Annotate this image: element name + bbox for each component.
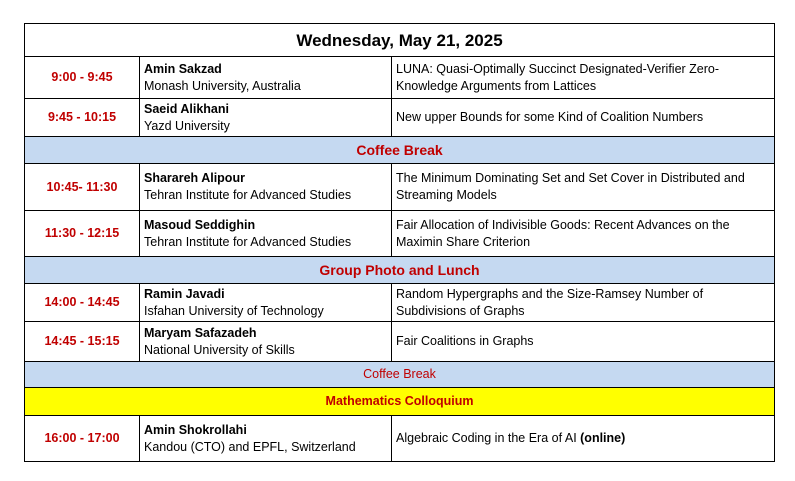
talk-time: 9:00 - 9:45 <box>25 57 140 99</box>
talk-topic: New upper Bounds for some Kind of Coalition Numbers <box>392 99 775 137</box>
speaker-cell <box>140 322 392 362</box>
talk-row <box>25 99 775 137</box>
talk-time: 11:30 - 12:15 <box>25 211 140 257</box>
talk-topic: Algebraic Coding in the Era of AI <box>396 431 581 445</box>
speaker-cell <box>140 284 392 322</box>
talk-topic: Random Hypergraphs and the Size-Ramsey Number of Subdivisions of Graphs <box>392 284 775 322</box>
speaker-cell <box>140 57 392 99</box>
speaker-name: Amin Sakzad <box>144 61 222 76</box>
talk-topic: Fair Allocation of Indivisible Goods: Recent Advances on the Maximin Share Criterion <box>392 211 775 257</box>
speaker-name: Sharareh Alipour <box>144 171 245 185</box>
speaker-name: Maryam Safazadeh <box>144 325 257 340</box>
talk-topic: The Minimum Dominating Set and Set Cover in Distributed and Streaming Models <box>392 164 775 211</box>
lunch-row <box>25 257 775 284</box>
talk-topic-cell <box>392 416 775 462</box>
day-title: Wednesday, May 21, 2025 <box>25 24 775 57</box>
talk-time: 14:00 - 14:45 <box>25 284 140 322</box>
schedule-table <box>24 23 775 462</box>
colloquium-label: Mathematics Colloquium <box>25 388 775 416</box>
talk-topic: Fair Coalitions in Graphs <box>392 322 775 362</box>
speaker-name: Ramin Javadi <box>144 286 225 301</box>
talk-row <box>25 164 775 211</box>
speaker-name: Saeid Alikhani <box>144 101 229 116</box>
talk-topic: LUNA: Quasi-Optimally Succinct Designated-Verifier Zero-Knowledge Arguments from Lattices <box>392 57 775 99</box>
speaker-cell <box>140 99 392 137</box>
talk-time: 14:45 - 15:15 <box>25 322 140 362</box>
speaker-name: Amin Shokrollahi <box>144 422 247 437</box>
speaker-cell <box>140 164 392 211</box>
colloquium-row <box>25 388 775 416</box>
talk-time: 9:45 - 10:15 <box>25 99 140 137</box>
talk-row <box>25 211 775 257</box>
talk-row <box>25 57 775 99</box>
talk-row <box>25 322 775 362</box>
speaker-affiliation: Kandou (CTO) and EPFL, Switzerland <box>144 439 356 454</box>
speaker-cell <box>140 416 392 462</box>
coffee-break-label: Coffee Break <box>25 362 775 388</box>
speaker-affiliation: Tehran Institute for Advanced Studies <box>144 188 352 202</box>
talk-time: 10:45- 11:30 <box>25 164 140 211</box>
title-row <box>25 24 775 57</box>
speaker-affiliation: National University of Skills <box>144 342 295 357</box>
coffee-break-label: Coffee Break <box>25 137 775 164</box>
speaker-affiliation: Tehran Institute for Advanced Studies <box>144 234 352 249</box>
online-note: (online) <box>580 431 626 445</box>
talk-row <box>25 284 775 322</box>
speaker-affiliation: Yazd University <box>144 118 230 133</box>
coffee-break-row <box>25 362 775 388</box>
speaker-name: Masoud Seddighin <box>144 217 256 232</box>
lunch-label: Group Photo and Lunch <box>25 257 775 284</box>
coffee-break-row <box>25 137 775 164</box>
speaker-cell <box>140 211 392 257</box>
talk-time: 16:00 - 17:00 <box>25 416 140 462</box>
speaker-affiliation: Isfahan University of Technology <box>144 303 324 318</box>
speaker-affiliation: Monash University, Australia <box>144 78 301 93</box>
talk-row <box>25 416 775 462</box>
